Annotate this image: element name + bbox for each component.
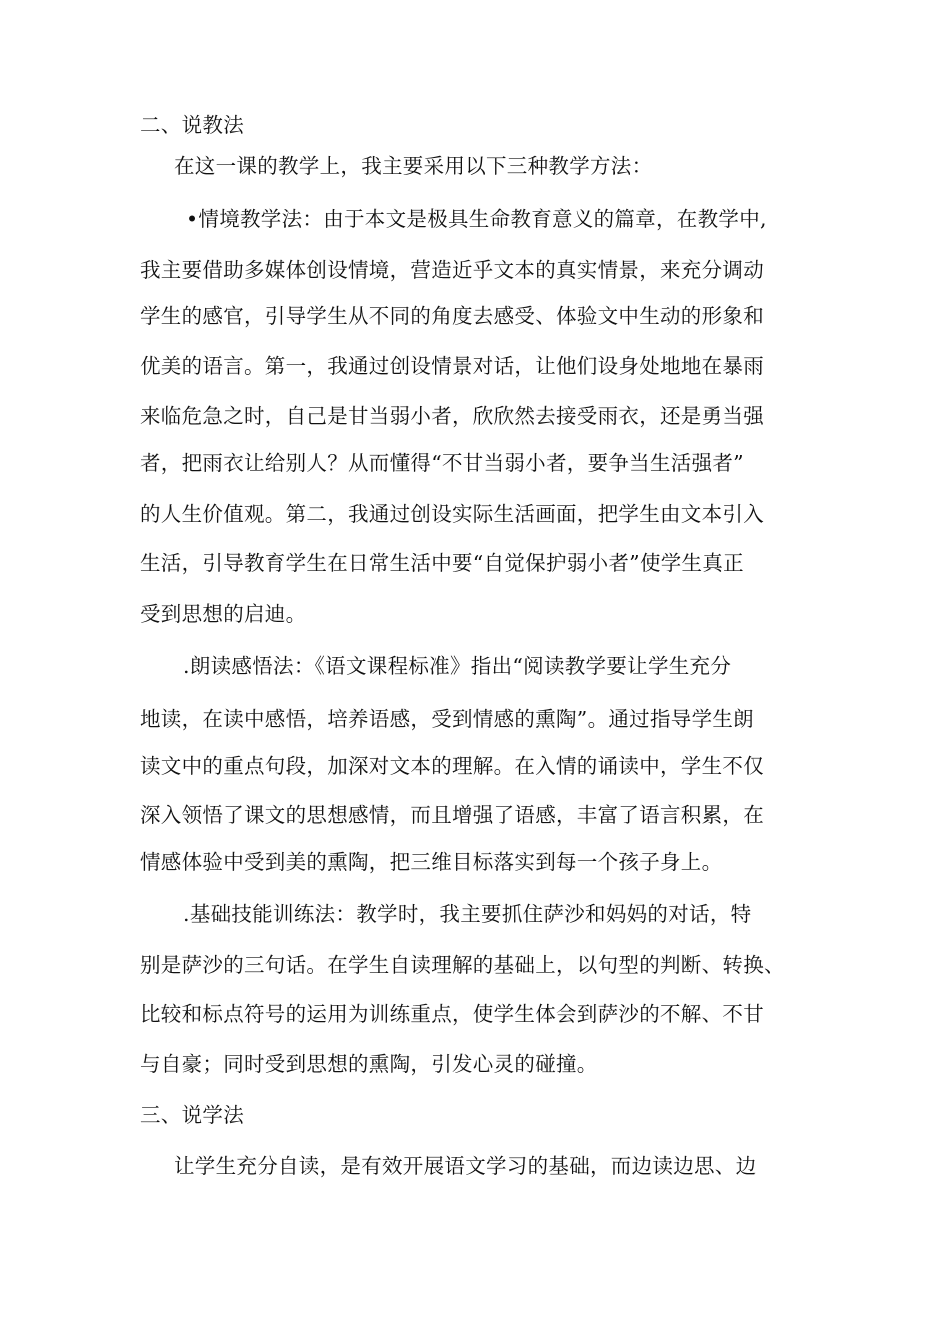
method1-line-5: 来临危急之时，自己是甘当弱小者，欣欣然去接受雨衣，还是勇当强 bbox=[140, 404, 764, 428]
method1-line-6: 者，把雨衣让给别人？从而懂得“不甘当弱小者，要争当生活强者” bbox=[140, 451, 744, 475]
method1-line-8: 生活，引导教育学生在日常生活中要“自觉保护弱小者”使学生真正 bbox=[140, 551, 744, 575]
method2-line-1: .朗读感悟法：《语文课程标准》指出“阅读教学要让学生充分 bbox=[183, 654, 732, 678]
method2-line-4: 深入领悟了课文的思想感情，而且增强了语感，丰富了语言积累，在 bbox=[140, 803, 764, 827]
method1-line-1: •情境教学法：由于本文是极具生命教育意义的篇章，在教学中, bbox=[186, 207, 767, 231]
method2-line-3: 读文中的重点句段，加深对文本的理解。在入情的诵读中，学生不仅 bbox=[140, 754, 764, 778]
method3-line-3: 比较和标点符号的运用为训练重点，使学生体会到萨沙的不解、不甘 bbox=[140, 1002, 764, 1026]
method3-line-2: 别是萨沙的三句话。在学生自读理解的基础上，以句型的判断、转换、 bbox=[140, 953, 785, 977]
method3-line-4: 与自豪；同时受到思想的熏陶，引发心灵的碰撞。 bbox=[140, 1052, 598, 1076]
section-heading-teaching-methods: 二、说教法 bbox=[140, 113, 244, 137]
method1-line-4: 优美的语言。第一，我通过创设情景对话，让他们设身处地地在暴雨 bbox=[140, 354, 764, 378]
learning-paragraph-line-1: 让学生充分自读，是有效开展语文学习的基础，而边读边思、边 bbox=[174, 1154, 757, 1178]
section-heading-learning-methods: 三、说学法 bbox=[140, 1103, 244, 1127]
method3-line-1: .基础技能训练法：教学时，我主要抓住萨沙和妈妈的对话，特 bbox=[183, 902, 752, 926]
method2-line-5: 情感体验中受到美的熏陶，把三维目标落实到每一个孩子身上。 bbox=[140, 850, 723, 874]
paragraph-intro-line: 在这一课的教学上，我主要采用以下三种教学方法： bbox=[174, 154, 653, 178]
method1-line-9: 受到思想的启迪。 bbox=[140, 602, 307, 626]
method1-line-7: 的人生价值观。第二，我通过创设实际生活画面，把学生由文本引入 bbox=[140, 502, 764, 526]
method2-line-2: 地读，在读中感悟，培养语感，受到情感的熏陶”。通过指导学生朗 bbox=[140, 707, 754, 731]
method1-line-2: 我主要借助多媒体创设情境，营造近乎文本的真实情景，来充分调动 bbox=[140, 258, 764, 282]
method1-line-3: 学生的感官，引导学生从不同的角度去感受、体验文中生动的形象和 bbox=[140, 304, 764, 328]
